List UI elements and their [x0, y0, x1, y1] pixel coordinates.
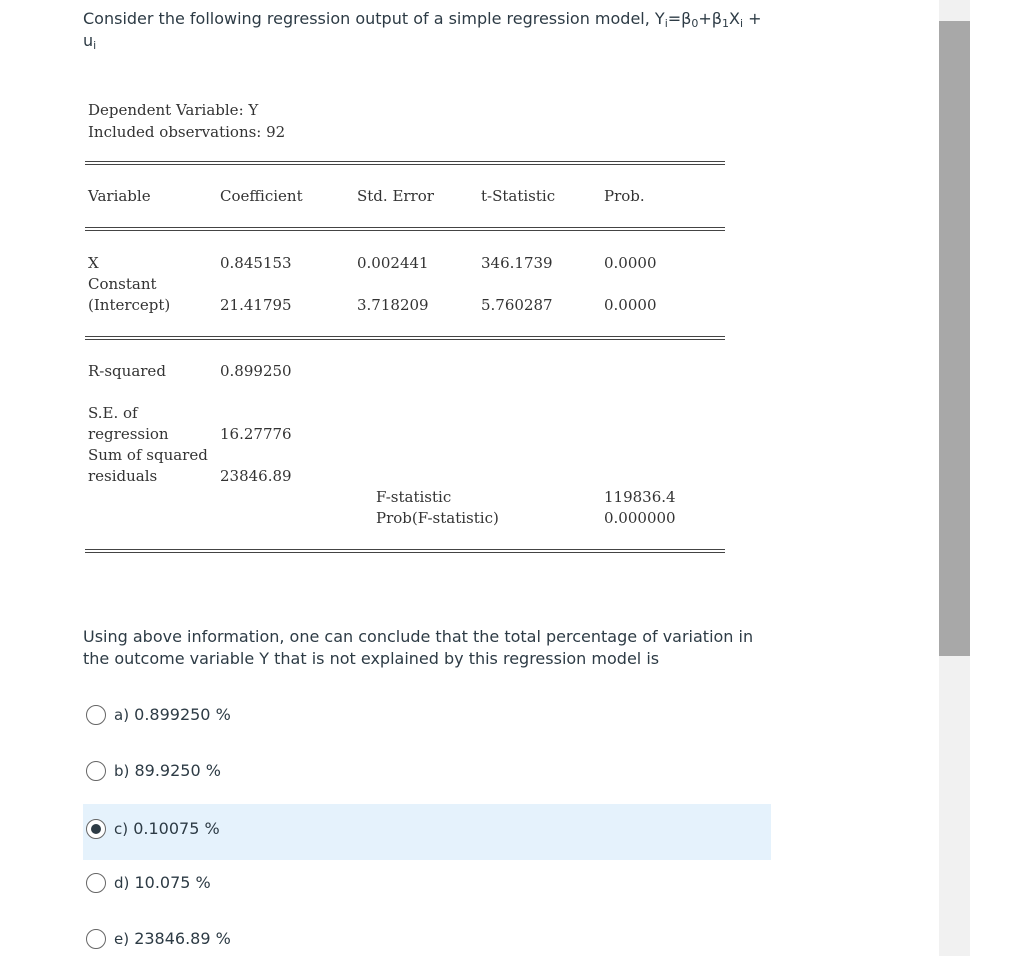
dependent-variable: Dependent Variable: Y [88, 101, 259, 119]
regression-header [88, 99, 285, 143]
option-a-label[interactable]: a) 0.899250 % [114, 705, 231, 724]
f-statistic-label: F-statistic [376, 488, 452, 506]
radio-selected-dot [91, 824, 101, 834]
prob-f-value: 0.000000 [604, 509, 676, 527]
row-const-t: 5.760287 [481, 296, 553, 314]
row-x-t: 346.1739 [481, 254, 553, 272]
table-rule-header [85, 227, 725, 231]
header-std-error: Std. Error [357, 187, 434, 205]
question-text: Consider the following regression output of a simple regression model, $Y_i=\beta_0+\beta_1X_i$ + $u_i$ [83, 9, 762, 52]
option-a[interactable] [83, 690, 771, 746]
radio-e[interactable] [86, 929, 106, 949]
option-d[interactable] [83, 858, 771, 914]
question-prompt: Using above information, one can conclude that the total percentage of variation in the outcome variable Y that is not explained by this regression model is [83, 627, 754, 668]
option-c-label[interactable]: c) 0.10075 % [114, 819, 220, 838]
row-x-prob: 0.0000 [604, 254, 657, 272]
option-c[interactable] [83, 804, 771, 860]
table-rule-top [85, 161, 725, 165]
row-x-variable: X [88, 254, 99, 272]
option-e-label[interactable]: e) 23846.89 % [114, 929, 231, 948]
prob-f-label: Prob(F-statistic) [376, 509, 499, 527]
se-regression-value: 16.27776 [220, 425, 292, 443]
ssr-label-2: residuals [88, 467, 158, 485]
scrollbar-thumb[interactable] [939, 21, 970, 656]
radio-b[interactable] [86, 761, 106, 781]
se-regression-label-1: S.E. of [88, 404, 138, 422]
header-coefficient: Coefficient [220, 187, 303, 205]
option-b[interactable] [83, 746, 771, 802]
header-prob: Prob. [604, 187, 645, 205]
radio-c[interactable] [86, 819, 106, 839]
included-observations: Included observations: 92 [88, 123, 286, 141]
option-b-label[interactable]: b) 89.9250 % [114, 761, 221, 780]
f-statistic-value: 119836.4 [604, 488, 676, 506]
table-rule-bottom [85, 549, 725, 553]
option-d-label[interactable]: d) 10.075 % [114, 873, 211, 892]
row-const-se: 3.718209 [357, 296, 429, 314]
option-e[interactable] [83, 914, 771, 970]
row-const-variable-1: Constant [88, 275, 157, 293]
row-const-prob: 0.0000 [604, 296, 657, 314]
ssr-label-1: Sum of squared [88, 446, 208, 464]
se-regression-label-2: regression [88, 425, 169, 443]
scrollbar-track[interactable] [939, 0, 970, 956]
header-t-statistic: t-Statistic [481, 187, 556, 205]
radio-a[interactable] [86, 705, 106, 725]
table-rule-mid [85, 336, 725, 340]
row-x-coef: 0.845153 [220, 254, 292, 272]
header-variable: Variable [88, 187, 151, 205]
row-const-coef: 21.41795 [220, 296, 292, 314]
row-x-se: 0.002441 [357, 254, 429, 272]
row-const-variable-2: (Intercept) [88, 296, 171, 314]
r-squared-label: R-squared [88, 362, 166, 380]
ssr-value: 23846.89 [220, 467, 292, 485]
radio-d[interactable] [86, 873, 106, 893]
r-squared-value: 0.899250 [220, 362, 292, 380]
